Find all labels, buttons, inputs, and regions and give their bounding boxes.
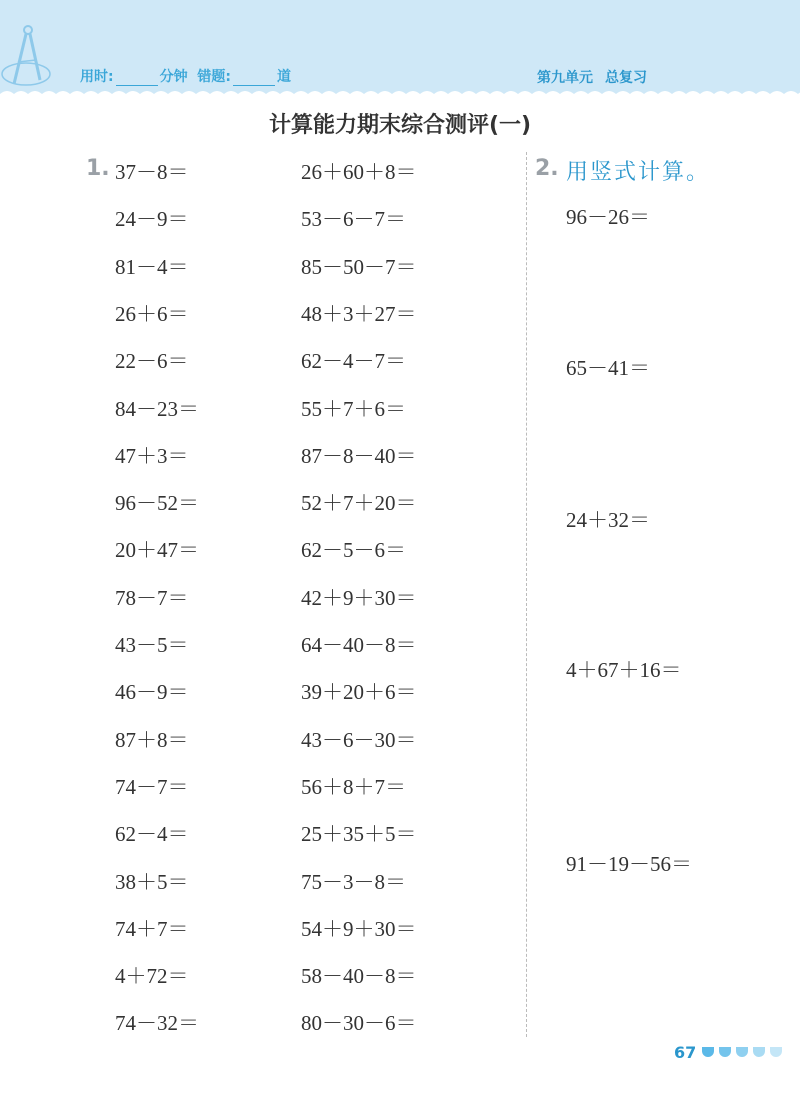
errors-blank[interactable] (233, 71, 275, 86)
problem-col2-3: 85－50－7＝ (301, 254, 417, 279)
problem-col1-7: 47＋3＝ (115, 443, 189, 468)
page-title: 计算能力期末综合测评(一) (268, 113, 532, 138)
problem-col2-19: 80－30－6＝ (301, 1011, 417, 1036)
unit-name: 第九单元 (537, 70, 593, 86)
problem-col2-18: 58－40－8＝ (301, 964, 417, 989)
wavy-edge (0, 88, 800, 100)
column-divider (526, 152, 527, 1037)
compass-icon (0, 24, 56, 90)
time-label: 用时: (80, 69, 114, 85)
errors-label: 错题: (197, 69, 231, 85)
problem-col2-6: 55＋7＋6＝ (301, 396, 406, 421)
problem-col2-16: 75－3－8＝ (301, 869, 406, 894)
errors-unit: 道 (276, 69, 291, 85)
decorative-cups (702, 1047, 787, 1057)
problem-col2-5: 62－4－7＝ (301, 349, 406, 374)
problem-col2-4: 48＋3＋27＝ (301, 301, 417, 326)
vertical-problem-1: 96－26＝ (566, 205, 650, 229)
cup-icon (719, 1047, 731, 1057)
problem-col1-18: 4＋72＝ (115, 964, 189, 989)
problem-col1-16: 38＋5＝ (115, 869, 189, 894)
time-unit: 分钟 (159, 69, 188, 85)
time-blank[interactable] (116, 71, 158, 86)
problem-col1-8: 96－52＝ (115, 491, 199, 516)
header-band (0, 0, 800, 100)
problem-col2-9: 62－5－6＝ (301, 538, 406, 563)
problem-col1-19: 74－32＝ (115, 1011, 199, 1036)
problem-col2-1: 26＋60＋8＝ (301, 160, 417, 184)
cup-icon (770, 1047, 782, 1057)
section-1-number: 1. (86, 156, 110, 181)
problem-col1-3: 81－4＝ (115, 254, 189, 279)
problem-col1-14: 74－7＝ (115, 774, 189, 799)
problem-col2-8: 52＋7＋20＝ (301, 491, 417, 516)
problem-col1-2: 24－9＝ (115, 207, 189, 232)
cup-icon (753, 1047, 765, 1057)
problem-col2-15: 25＋35＋5＝ (301, 822, 417, 847)
problem-col1-15: 62－4＝ (115, 822, 189, 847)
problem-col1-1: 37－8＝ (115, 160, 189, 184)
problem-col1-12: 46－9＝ (115, 680, 189, 705)
section-2-number: 2. (535, 156, 559, 181)
page-footer (674, 1040, 787, 1064)
cup-icon (702, 1047, 714, 1057)
section-name: 总复习 (605, 70, 647, 86)
vertical-problem-5: 91－19－56＝ (566, 852, 692, 876)
problem-col2-7: 87－8－40＝ (301, 443, 417, 468)
problem-col1-13: 87＋8＝ (115, 727, 189, 752)
section-2-instruction: 用竖式计算。 (566, 160, 711, 185)
problem-col2-12: 39＋20＋6＝ (301, 680, 417, 705)
problem-col1-6: 84－23＝ (115, 396, 199, 421)
problem-col1-9: 20＋47＝ (115, 538, 199, 563)
problem-col1-4: 26＋6＝ (115, 301, 189, 326)
vertical-problem-2: 65－41＝ (566, 356, 650, 380)
problem-col2-2: 53－6－7＝ (301, 207, 406, 232)
problem-col2-11: 64－40－8＝ (301, 633, 417, 657)
unit-label (537, 67, 647, 87)
problem-col1-11: 43－5＝ (115, 633, 189, 657)
vertical-problem-4: 4＋67＋16＝ (566, 658, 682, 682)
problem-col1-10: 78－7＝ (115, 585, 189, 610)
page-number: 67 (674, 1042, 697, 1062)
vertical-problem-3: 24＋32＝ (566, 508, 650, 532)
cup-icon (736, 1047, 748, 1057)
problem-col2-14: 56＋8＋7＝ (301, 774, 406, 799)
time-errors-field (80, 66, 291, 86)
problem-col1-5: 22－6＝ (115, 349, 189, 374)
problem-col2-10: 42＋9＋30＝ (301, 585, 417, 610)
problem-col1-17: 74＋7＝ (115, 916, 189, 941)
problem-col2-13: 43－6－30＝ (301, 727, 417, 752)
problem-col2-17: 54＋9＋30＝ (301, 916, 417, 941)
